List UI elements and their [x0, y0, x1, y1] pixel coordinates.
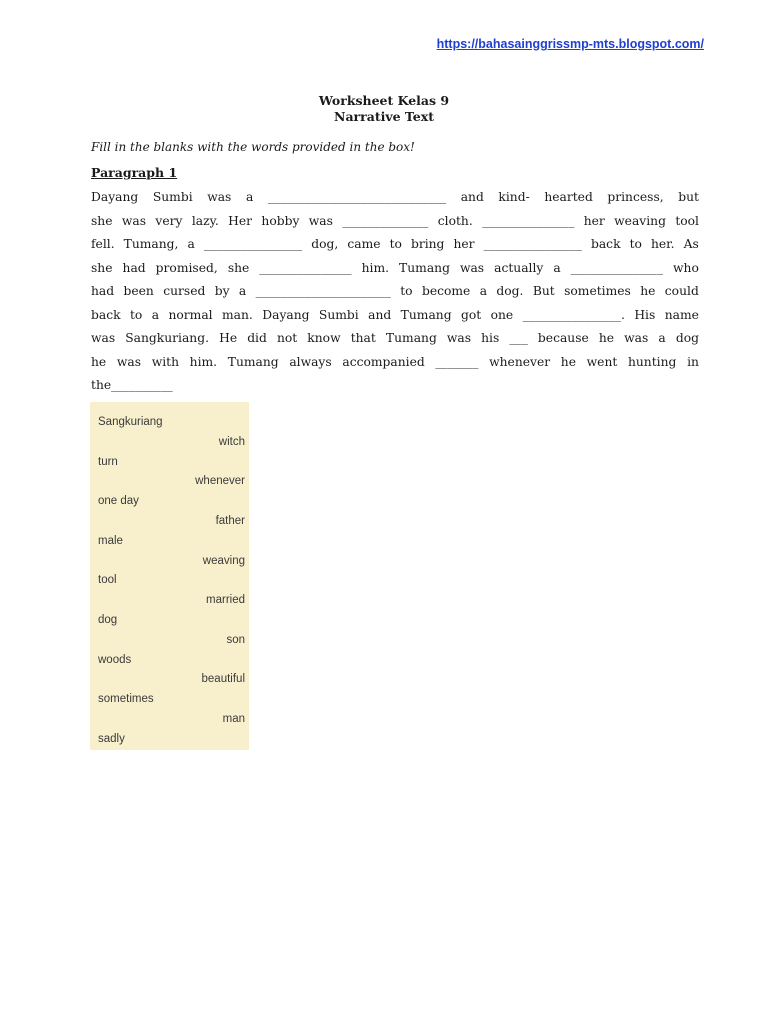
paragraph-word: a — [151, 307, 160, 322]
paragraph-line — [91, 327, 699, 351]
paragraph-word: and — [368, 307, 392, 322]
paragraph-word: always — [289, 354, 332, 369]
paragraph-word: But — [532, 284, 555, 298]
paragraph-word: know — [307, 331, 341, 345]
paragraph-word: Sangkuriang. — [125, 331, 210, 345]
blank-field: _____________________________ — [267, 190, 447, 204]
paragraph-word: name — [664, 307, 699, 322]
paragraph-word: with — [151, 354, 180, 369]
paragraph-word: to — [629, 237, 642, 251]
paragraph-word: came — [347, 237, 381, 251]
word-option: whenever — [195, 475, 245, 488]
word-option: tool — [98, 574, 117, 587]
blank-field: _______________ — [259, 260, 352, 275]
paragraph-word: dog. — [496, 284, 524, 298]
paragraph-word: had — [91, 284, 115, 298]
paragraph-word: accompanied — [342, 354, 425, 369]
paragraph-word: one — [490, 307, 514, 322]
word-option: male — [98, 534, 123, 547]
paragraph-line — [91, 351, 699, 375]
paragraph-word: bring — [410, 237, 445, 251]
paragraph-word: Sumbi — [152, 190, 193, 204]
paragraph-word: was — [121, 213, 147, 228]
paragraph-word: As — [683, 237, 699, 251]
paragraph-word: a — [658, 331, 666, 345]
word-option: Sangkuriang — [98, 416, 163, 428]
paragraph-word: did — [247, 331, 267, 345]
paragraph-word: was — [91, 331, 116, 345]
paragraph-word: he — [560, 354, 576, 369]
paragraph-word: a — [238, 284, 247, 298]
blank-field: ______________ — [342, 213, 429, 228]
paragraph-word: was — [207, 190, 232, 204]
paragraph-word: been — [123, 284, 154, 298]
paragraph-word: a — [187, 237, 195, 251]
paragraph-word: because — [537, 331, 589, 345]
paragraph-word: normal — [168, 307, 213, 322]
paragraph-word: become — [421, 284, 471, 298]
paragraph-word: her — [583, 213, 605, 228]
blank-field: ________________ — [483, 237, 582, 251]
paragraph-word: she — [91, 260, 113, 275]
blank-field: _______ — [435, 354, 479, 369]
title-line-2: Narrative Text — [334, 109, 434, 124]
paragraph-word: a — [553, 260, 561, 275]
blank-field: ________________. — [522, 307, 625, 322]
paragraph-line — [91, 186, 699, 210]
paragraph-word: promised, — [155, 260, 218, 275]
blank-field: _______________ — [570, 260, 663, 275]
paragraph-word: he — [91, 354, 107, 369]
paragraph-word: Sumbi — [318, 307, 359, 322]
paragraph-word: his — [481, 331, 500, 345]
paragraph-word: to — [400, 284, 413, 298]
paragraph-word: in — [687, 354, 699, 369]
paragraph-word: her — [453, 237, 475, 251]
word-option: beautiful — [201, 673, 245, 686]
paragraph-word: actually — [494, 260, 544, 275]
paragraph-word: but — [678, 190, 699, 204]
paragraph-word: by — [214, 284, 230, 298]
word-option: woods — [98, 653, 132, 666]
paragraph-word: he — [640, 284, 656, 298]
paragraph-word: Dayang — [91, 190, 139, 204]
paragraph-word: to — [129, 307, 143, 322]
word-option: witch — [218, 435, 245, 448]
paragraph-word: and — [460, 190, 484, 204]
blank-field: the__________ — [91, 378, 173, 392]
paragraph-word: was — [116, 354, 142, 369]
paragraph-word: not — [276, 331, 298, 345]
paragraph-word: was — [624, 331, 649, 345]
paragraph-word: him. — [189, 354, 218, 369]
paragraph-word: Tumang — [399, 260, 450, 275]
paragraph-word: to — [389, 237, 402, 251]
word-option: sadly — [98, 732, 125, 745]
paragraph-line — [91, 210, 699, 234]
paragraph-word: lazy. — [191, 213, 219, 228]
paragraph-word: Tumang — [227, 354, 279, 369]
paragraph-word: went — [586, 354, 618, 369]
paragraph-word: back — [91, 307, 121, 322]
instruction-text: Fill in the blanks with the words provided in the box! — [91, 140, 415, 154]
paragraph-word: got — [460, 307, 482, 322]
paragraph-line — [91, 233, 699, 257]
paragraph-word: who — [673, 260, 699, 275]
paragraph-word: hearted — [544, 190, 593, 204]
word-option: dog — [98, 614, 118, 626]
word-option: son — [226, 633, 245, 646]
worksheet-title — [0, 93, 768, 125]
paragraph-word: was — [446, 331, 472, 345]
blank-field: _______________ — [482, 213, 575, 228]
word-option: married — [206, 594, 245, 607]
paragraph-word: dog, — [311, 237, 339, 251]
paragraph-word: sometimes — [564, 284, 631, 298]
paragraph-word: her. — [650, 237, 675, 251]
word-box — [90, 402, 249, 750]
word-option: father — [215, 515, 245, 527]
paragraph-line — [91, 257, 699, 281]
paragraph-word: a — [479, 284, 488, 298]
paragraph-word: kind- — [498, 190, 530, 204]
paragraph-word: hunting — [627, 354, 677, 369]
title-line-1: Worksheet Kelas 9 — [318, 93, 450, 108]
paragraph-word: very — [155, 213, 183, 228]
word-option: one day — [98, 495, 139, 508]
paragraph-word: him. — [361, 260, 390, 275]
blank-field: ___ — [509, 331, 528, 345]
paragraph-word: dog — [675, 331, 699, 345]
paragraph-word: she — [227, 260, 250, 275]
word-option: man — [222, 713, 245, 725]
paragraph-word: man. — [222, 307, 253, 322]
word-option: sometimes — [98, 693, 154, 706]
paragraph-line — [91, 374, 699, 398]
word-option: turn — [98, 455, 118, 468]
paragraph-word: that — [350, 331, 376, 345]
paragraph-text — [91, 186, 699, 398]
source-url-link[interactable]: https://bahasainggrissmp-mts.blogspot.com/ — [436, 37, 704, 51]
paragraph-word: Dayang — [262, 307, 310, 322]
paragraph-word: was — [459, 260, 485, 275]
paragraph-word: His — [634, 307, 656, 322]
paragraph-line — [91, 280, 699, 304]
blank-field: ______________________ — [255, 284, 391, 298]
paragraph-word: Tumang — [385, 331, 437, 345]
paragraph-word: he — [598, 331, 615, 345]
paragraph-word: tool — [675, 213, 699, 228]
paragraph-word: cursed — [163, 284, 206, 298]
paragraph-word: princess, — [607, 190, 664, 204]
blank-field: ________________ — [203, 237, 303, 251]
paragraph-word: back — [590, 237, 621, 251]
paragraph-word: cloth. — [437, 213, 473, 228]
paragraph-word: weaving — [614, 213, 666, 228]
paragraph-line — [91, 304, 699, 328]
paragraph-word: Her — [228, 213, 253, 228]
paragraph-word: whenever — [489, 354, 551, 369]
word-option: weaving — [202, 554, 245, 567]
paragraph-heading: Paragraph 1 — [91, 165, 178, 180]
paragraph-word: hobby — [261, 213, 300, 228]
paragraph-word: Tumang — [400, 307, 452, 322]
paragraph-word: fell. — [91, 237, 115, 251]
paragraph-word: could — [664, 284, 699, 298]
paragraph-word: was — [308, 213, 333, 228]
paragraph-word: had — [122, 260, 146, 275]
paragraph-word: He — [219, 331, 238, 345]
paragraph-word: a — [245, 190, 254, 204]
paragraph-word: Tumang, — [123, 237, 179, 251]
paragraph-word: she — [91, 213, 113, 228]
